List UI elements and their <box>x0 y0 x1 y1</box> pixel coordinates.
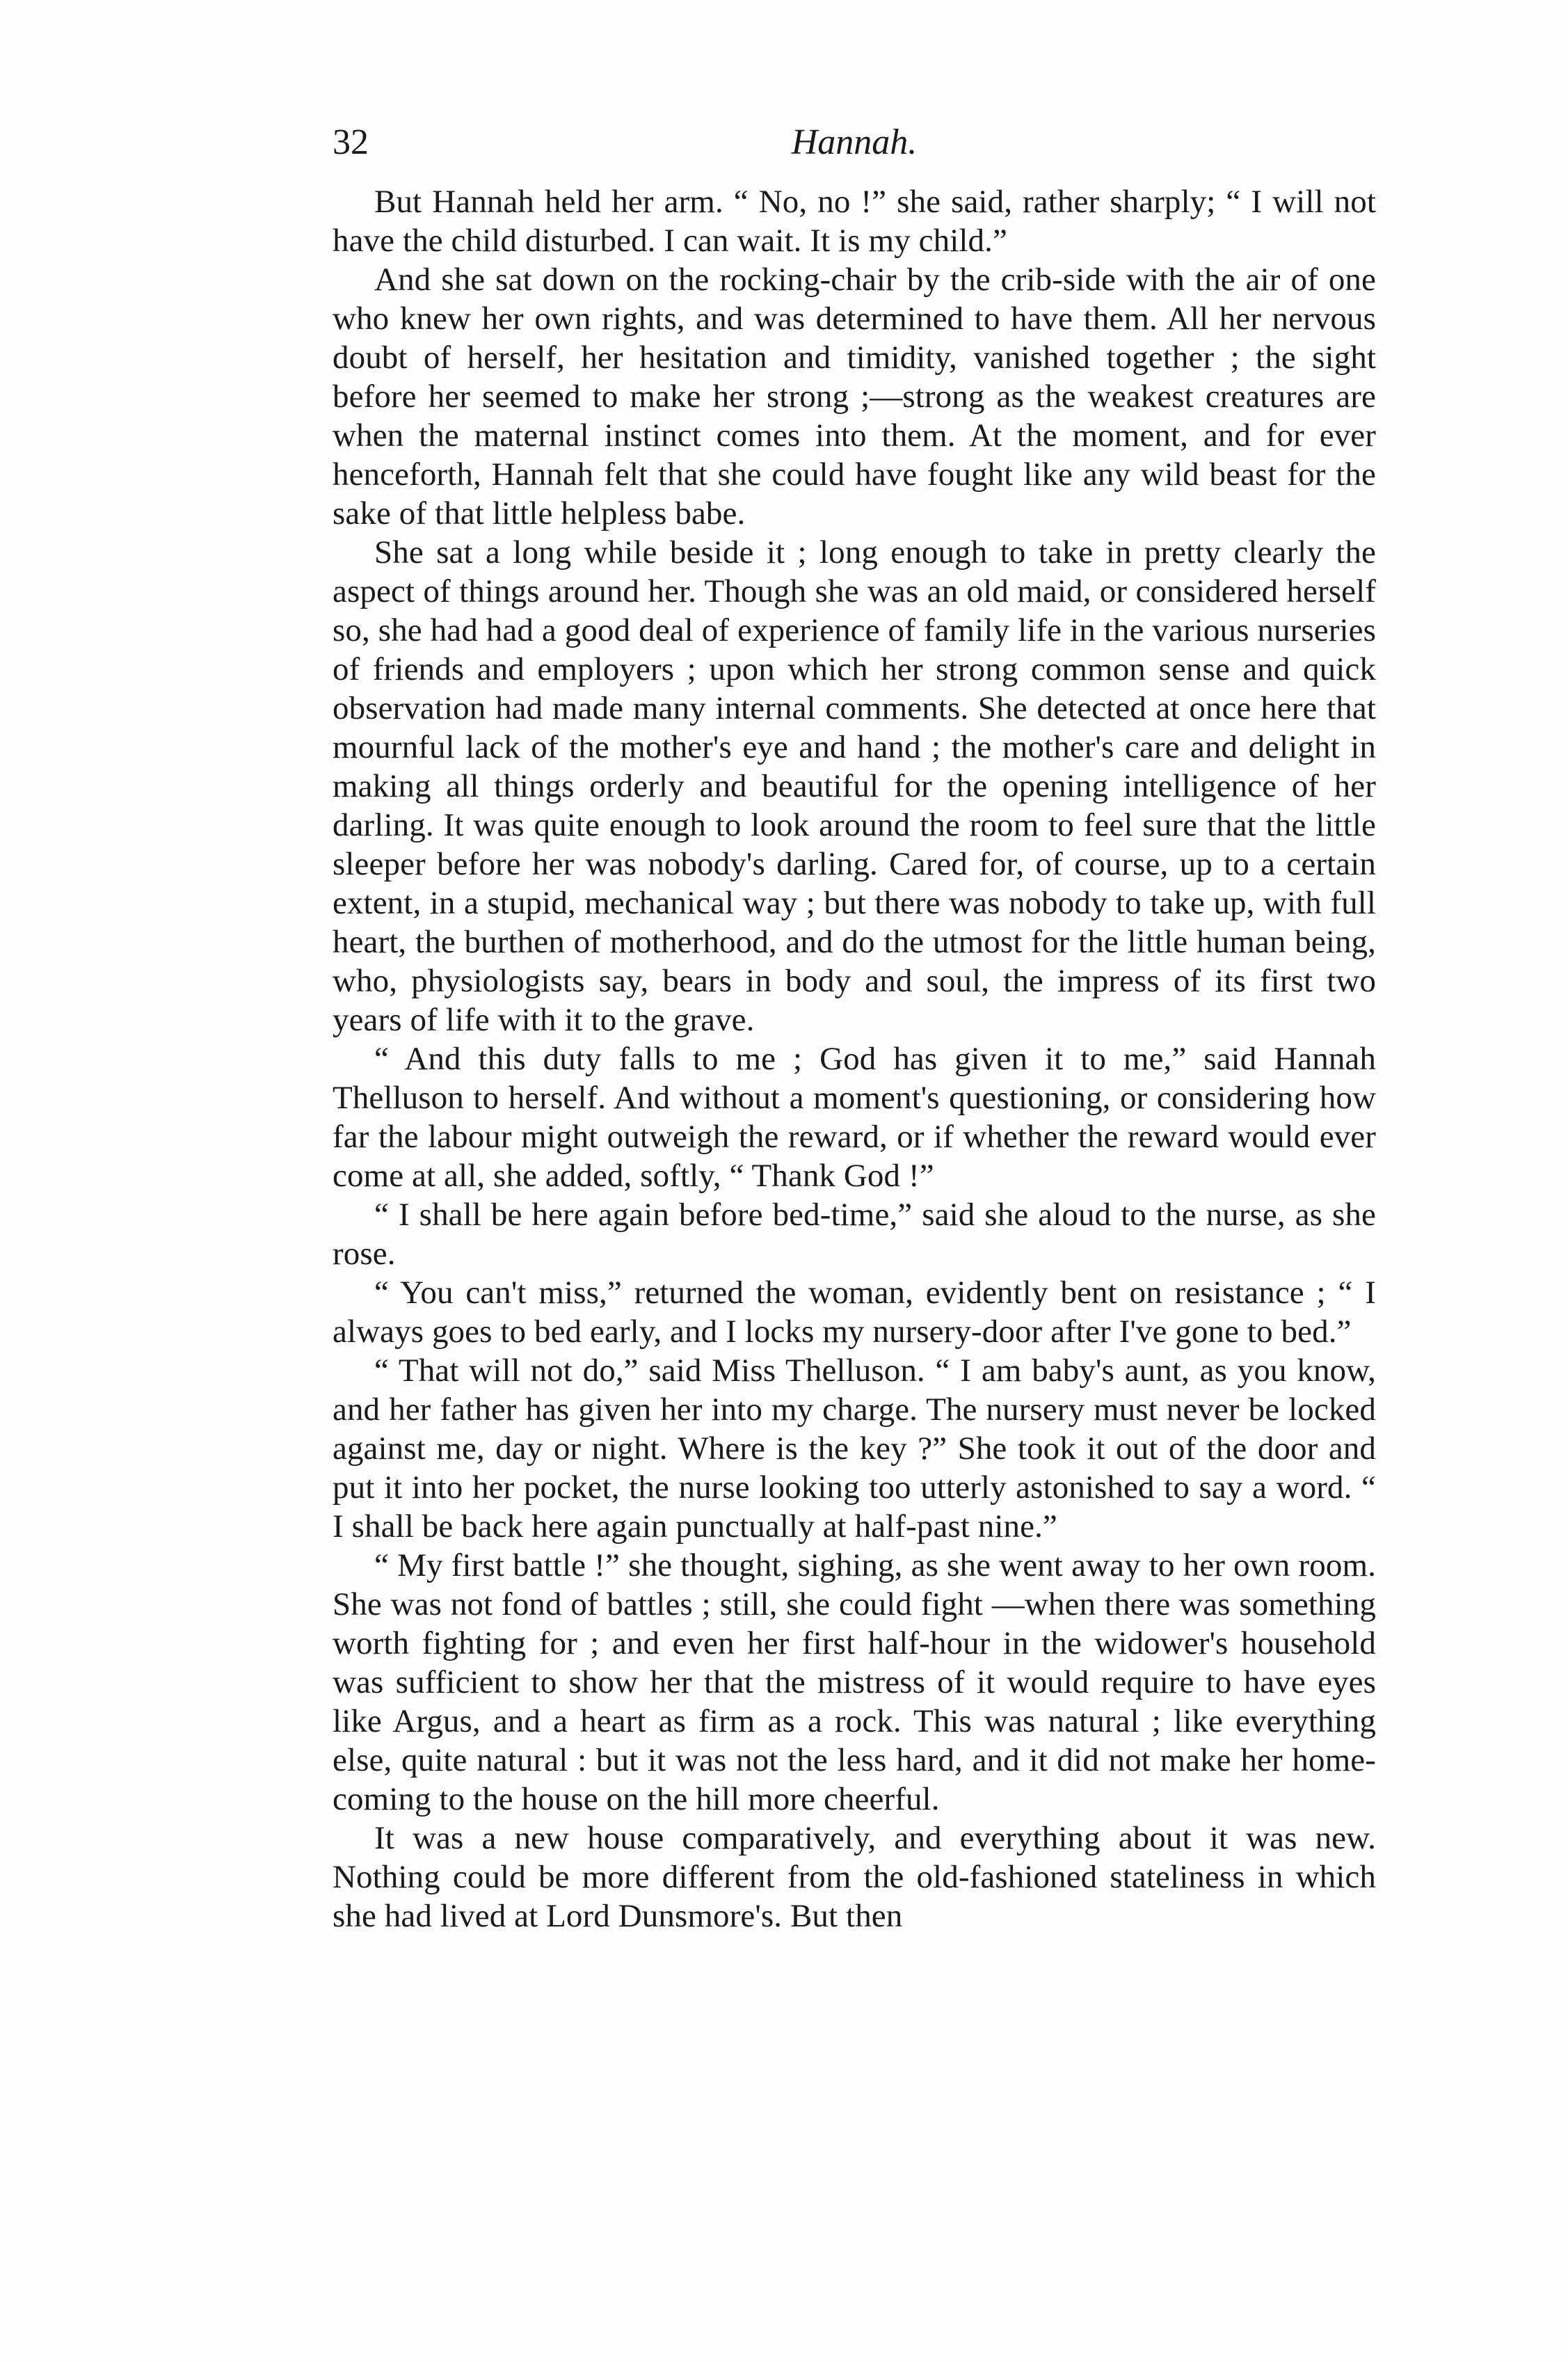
page-header <box>333 118 1376 167</box>
paragraph-5: “ I shall be here again before bed-time,” said she aloud to the nurse, as she rose. <box>333 1197 1376 1272</box>
paragraph-3: She sat a long while beside it ; long enough to take in pretty clearly the aspect of things around her. Though she was an old maid, or considered herself so, she had had a good deal of experience of family life in the various nurseries of friends and employers ; upon which her strong common sense and quick observation had made many internal comments. She detected at once here that mournful lack of the mother's eye and hand ; the mother's care and delight in making all things orderly and beautiful for the opening intelligence of her darling. It was quite enough to look around the room to feel sure that the little sleeper before her was nobody's darling. Cared for, of course, up to a certain extent, in a stupid, mechanical way ; but there was nobody to take up, with full heart, the burthen of motherhood, and do the utmost for the little human being, who, physiologists say, bears in body and soul, the impress of its first two years of life with it to the grave. <box>333 534 1376 1038</box>
paragraph-7: “ That will not do,” said Miss Thelluson. “ I am baby's aunt, as you know, and her father has given her into my charge. The nursery must never be locked against me, day or night. Where is the key ?” She took it out of the door and put it into her pocket, the nurse looking too utterly astonished to say a word. “ I shall be back here again punctually at half-past nine.” <box>333 1352 1376 1545</box>
paragraph-4: “ And this duty falls to me ; God has given it to me,” said Hannah Thelluson to herself. And without a moment's questioning, or considering how far the labour might outweigh the reward, or if whether the reward would ever come at all, she added, softly, “ Thank God !” <box>333 1041 1376 1194</box>
paragraph-9: It was a new house comparatively, and everything about it was new. Nothing could be more different from the old-fashioned stateliness in which she had lived at Lord Dunsmore's. But then <box>333 1820 1376 1934</box>
page-number: 32 <box>333 122 369 162</box>
paragraph-2: And she sat down on the rocking-chair by the crib-side with the air of one who knew her own rights, and was determined to have them. All her nervous doubt of herself, her hesitation and timidity, vanished together ; the sight before her seemed to make her strong ;—strong as the weakest creatures are when the maternal instinct comes into them. At the moment, and for ever henceforth, Hannah felt that she could have fought like any wild beast for the sake of that little helpless babe. <box>333 262 1376 532</box>
paragraph-6: “ You can't miss,” returned the woman, evidently bent on resistance ; “ I always goes to bed early, and I locks my nursery-door after I've gone to bed.” <box>333 1275 1376 1350</box>
paragraph-1: But Hannah held her arm. “ No, no !” she said, rather sharply; “ I will not have the child disturbed. I can wait. It is my child.” <box>333 184 1376 259</box>
page-body <box>333 182 1376 1936</box>
running-title: Hannah. <box>791 122 918 162</box>
paragraph-8: “ My first battle !” she thought, sighing, as she went away to her own room. She was not fond of battles ; still, she could fight —when there was something worth fighting for ; and even her first half-hour in the widower's household was sufficient to show her that the mistress of it would require to have eyes like Argus, and a heart as firm as a rock. This was natural ; like everything else, quite natural : but it was not the less hard, and it did not make her home-coming to the house on the hill more cheerful. <box>333 1547 1376 1817</box>
